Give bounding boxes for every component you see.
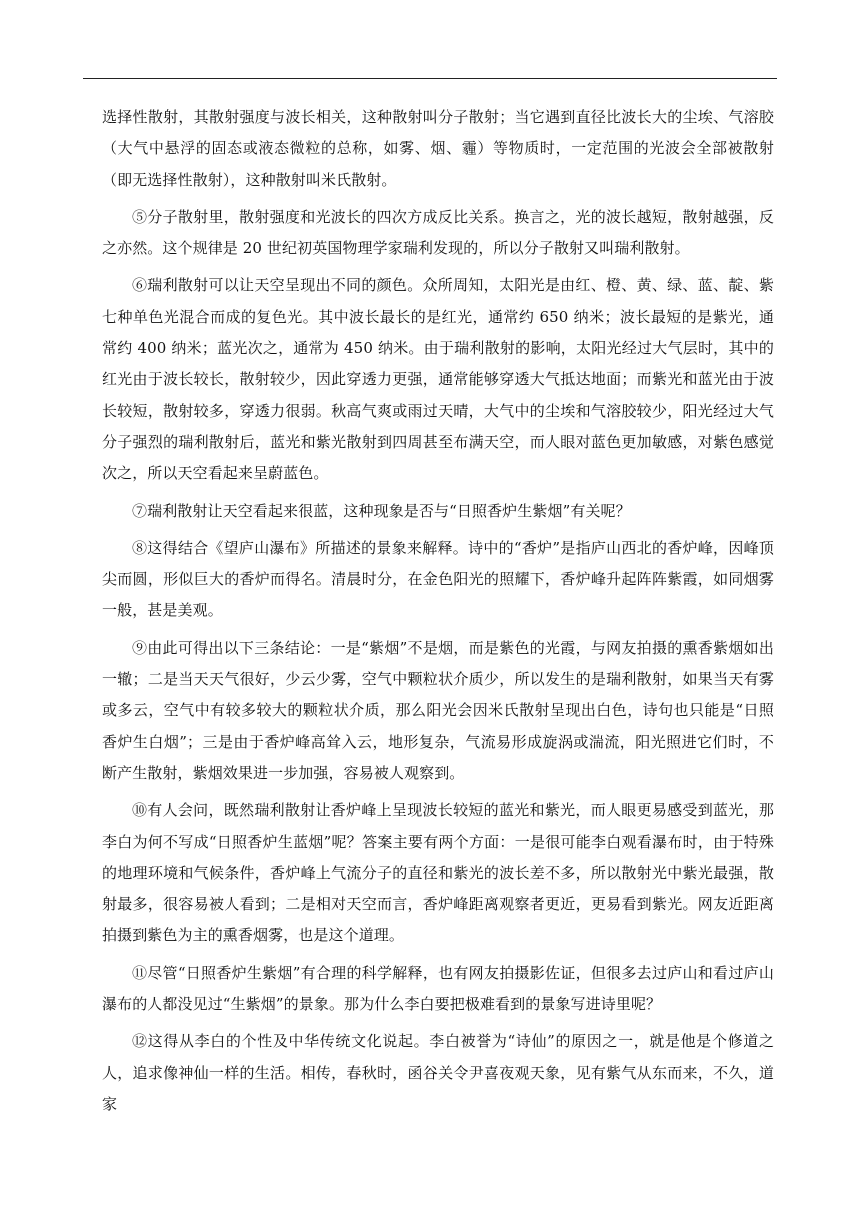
paragraph-12: ⑫这得从李白的个性及中华传统文化说起。李白被誉为“诗仙”的原因之一，就是他是个修道之人，追求像神仙一样的生活。相传，春秋时，函谷关令尹喜夜观天象，见有紫气从东而来，不久，道家 [102,1032,774,1113]
paragraph-continued: 选择性散射，其散射强度与波长相关，这种散射叫分子散射；当它遇到直径比波长大的尘埃、气溶胶（大气中悬浮的固态或液态微粒的总称，如雾、烟、霾）等物质时，一定范围的光波会全部被散射（即无选择性散射），这种散射叫米氏散射。 [102,108,774,189]
header-rule [83,78,777,79]
paragraph-9: ⑨由此可得出以下三条结论：一是“紫烟”不是烟，而是紫色的光霞，与网友拍摄的熏香紫烟如出一辙；二是当天天气很好，少云少雾，空气中颗粒状介质少，所以发生的是瑞利散射，如果当天有雾或多云，空气中有较多较大的颗粒状介质，那么阳光会因米氏散射呈现出白色，诗句也只能是“日照香炉生白烟”；三是由于香炉峰高耸入云，地形复杂，气流易形成旋涡或湍流，阳光照进它们时，不断产生散射，紫烟效果进一步加强，容易被人观察到。 [102,638,774,782]
paragraph-8: ⑧这得结合《望庐山瀑布》所描述的景象来解释。诗中的“香炉”是指庐山西北的香炉峰，因峰顶尖而圆，形似巨大的香炉而得名。清晨时分，在金色阳光的照耀下，香炉峰升起阵阵紫霞，如同烟雾一般，甚是美观。 [102,538,774,620]
article-body [102,102,774,1126]
paragraph-10: ⑩有人会问，既然瑞利散射让香炉峰上呈现波长较短的蓝光和紫光，而人眼更易感受到蓝光，那李白为何不写成“日照香炉生蓝烟”呢？答案主要有两个方面：一是很可能李白观看瀑布时，由于特殊的地理环境和气候条件，香炉峰上气流分子的直径和紫光的波长差不多，所以散射光中紫光最强，散射最多，很容易被人看到；二是相对天空而言，香炉峰距离观察者更近，更易看到紫光。网友近距离拍摄到紫色为主的熏香烟雾，也是这个道理。 [102,801,774,945]
paragraph-7: ⑦瑞利散射让天空看起来很蓝，这种现象是否与“日照香炉生紫烟”有关呢？ [132,501,631,520]
paragraph-6: ⑥瑞利散射可以让天空呈现出不同的颜色。众所周知，太阳光是由红、橙、黄、绿、蓝、靛、紫七种单色光混合而成的复色光。其中波长最长的是红光，通常约 650 纳米；波长最短的是紫光，通常约 400 纳米；蓝光次之，通常为 450 纳米。由于瑞利散射的影响，太阳光经过大气层时，其中的红光由于波长较长，散射较少，因此穿透力更强，通常能够穿透大气抵达地面；而紫光和蓝光由于波长较短，散射较多，穿透力很弱。秋高气爽或雨过天晴，大气中的尘埃和气溶胶较少，阳光经过大气分子强烈的瑞利散射后，蓝光和紫光散射到四周甚至布满天空，而人眼对蓝色更加敏感，对紫色感觉次之，所以天空看起来呈蔚蓝色。 [102,276,774,483]
paragraph-5: ⑤分子散射里，散射强度和光波长的四次方成反比关系。换言之，光的波长越短，散射越强，反之亦然。这个规律是 20 世纪初英国物理学家瑞利发现的，所以分子散射又叫瑞利散射。 [102,207,774,258]
paragraph-11: ⑪尽管“日照香炉生紫烟”有合理的科学解释，也有网友拍摄影佐证，但很多去过庐山和看过庐山瀑布的人都没见过“生紫烟”的景象。那为什么李白要把极难看到的景象写进诗里呢？ [102,963,774,1014]
